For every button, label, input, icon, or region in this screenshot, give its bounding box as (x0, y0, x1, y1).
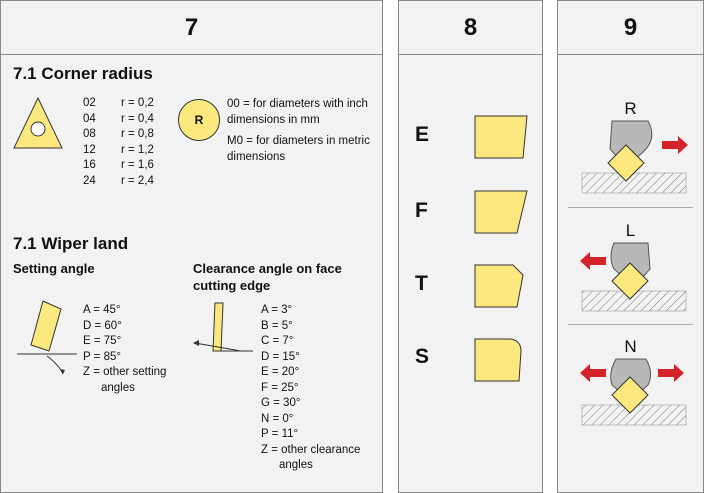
clearance-angle-item: G = 30° (261, 397, 301, 409)
metric-note: M0 = for diameters in metric dimensions (227, 135, 370, 163)
direction-label: R (624, 99, 637, 118)
round-insert-label: R (194, 113, 204, 127)
edge-type-t-icon (473, 263, 533, 313)
radius-code: 02 (83, 97, 96, 109)
section-9-header (558, 1, 703, 55)
radius-code: 24 (83, 174, 96, 187)
radius-code: 12 (83, 143, 96, 156)
setting-angle-item: A = 45° (83, 304, 121, 316)
clearance-angle-item: F = 25° (261, 381, 299, 394)
clearance-angle-item: E = 20° (261, 366, 300, 378)
right-hand-tool-diagram (566, 119, 696, 199)
clearance-angle-item: angles (279, 459, 313, 471)
section-7-header (1, 1, 382, 55)
edge-type-f-icon (473, 189, 533, 239)
radius-value: r = 2,4 (121, 174, 154, 187)
clearance-angle-item: A = 3° (261, 304, 293, 316)
clearance-angle-item: C = 7° (261, 335, 294, 347)
radius-value-list (121, 96, 154, 189)
section-8-number: 8 (463, 13, 478, 41)
clearance-angle-item: D = 15° (261, 350, 300, 363)
radius-code: 08 (83, 128, 96, 140)
edge-type-e-icon (473, 114, 533, 164)
setting-angle-item: D = 60° (83, 319, 122, 332)
clearance-angle-title: Clearance angle on face cutting edge (193, 261, 342, 293)
clearance-angle-item: N = 0° (261, 412, 294, 425)
section-9-panel (557, 0, 704, 493)
setting-angle-item: P = 85° (83, 350, 121, 363)
radius-value: r = 0,2 (121, 97, 154, 109)
radius-value: r = 1,2 (121, 143, 154, 156)
round-insert-icon (178, 99, 220, 141)
radius-value: r = 0,4 (121, 112, 154, 125)
section-8-panel (398, 0, 543, 493)
edge-type-letter: S (415, 345, 430, 368)
radius-code: 16 (83, 159, 96, 171)
clearance-angle-item: Z = other clearance (261, 443, 361, 456)
radius-code: 04 (83, 112, 96, 125)
corner-radius-title: 7.1 Corner radius (13, 64, 153, 83)
setting-angle-list (83, 303, 166, 396)
clearance-angle-item: B = 5° (261, 319, 293, 332)
section-9-number: 9 (623, 13, 638, 41)
divider (568, 207, 693, 208)
radius-code-list (83, 96, 96, 189)
clearance-angle-item: P = 11° (261, 428, 299, 440)
edge-type-letter: E (415, 123, 430, 146)
triangle-insert-icon (12, 96, 72, 156)
clearance-angle-list (261, 303, 360, 474)
setting-angle-item: Z = other setting (83, 366, 167, 378)
edge-type-letter: T (415, 272, 428, 295)
divider (568, 324, 693, 325)
direction-label: L (625, 221, 636, 240)
setting-angle-item: E = 75° (83, 335, 122, 347)
wiper-land-title: 7.1 Wiper land (13, 234, 129, 253)
radius-value: r = 0,8 (121, 128, 154, 140)
inch-note: 00 = for diameters with inch dimensions in mm (227, 98, 368, 126)
section-7-number: 7 (184, 13, 199, 41)
edge-type-letter: F (415, 199, 428, 222)
clearance-angle-diagram (193, 299, 253, 359)
section-8-header (399, 1, 542, 55)
direction-label: N (624, 337, 637, 356)
edge-type-s-icon (473, 337, 533, 387)
left-hand-tool-diagram (566, 241, 696, 321)
setting-angle-diagram (17, 299, 77, 379)
setting-angle-item: angles (101, 381, 135, 394)
setting-angle-title: Setting angle (13, 261, 95, 276)
radius-value: r = 1,6 (121, 159, 154, 171)
neutral-tool-diagram (566, 357, 696, 437)
